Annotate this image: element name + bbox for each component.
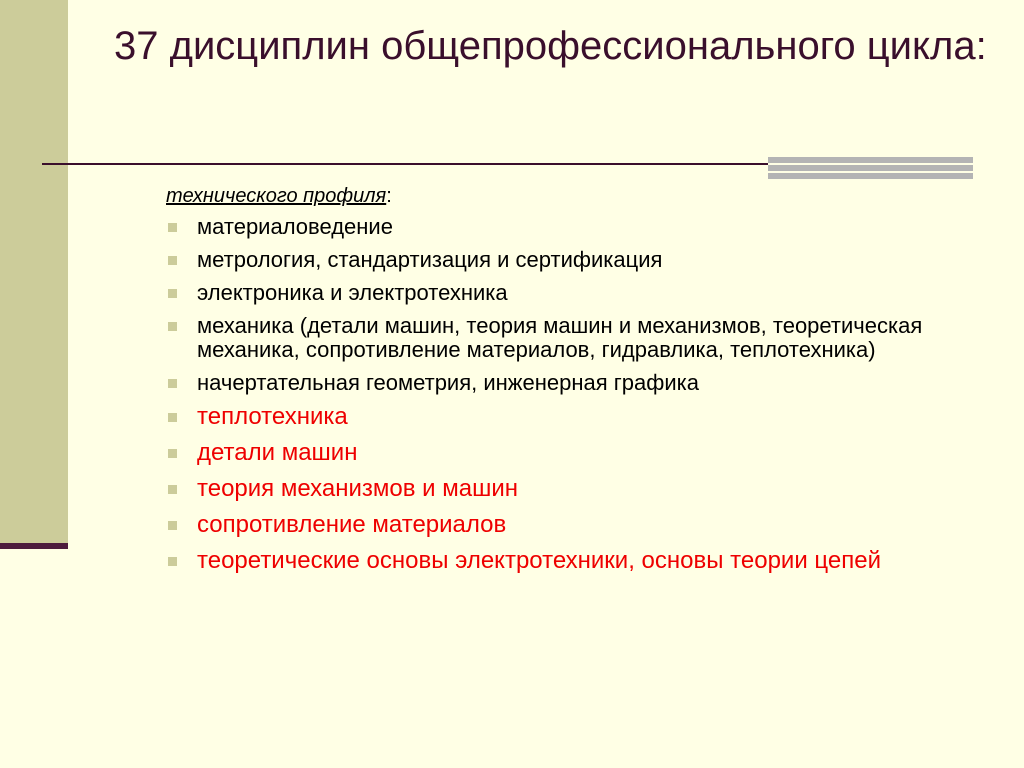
highlighted-list-item [166,440,966,465]
square-bullet-icon [168,413,177,422]
list-item-text: материаловедение [197,214,393,239]
square-bullet-icon [168,521,177,530]
title-divider-accent [768,157,973,179]
square-bullet-icon [168,485,177,494]
list-item [166,215,966,239]
slide-content [166,183,966,584]
list-item-text: начертательная геометрия, инженерная графика [197,370,700,395]
square-bullet-icon [168,223,177,232]
square-bullet-icon [168,256,177,265]
square-bullet-icon [168,322,177,331]
highlighted-list-item [166,512,966,537]
highlighted-list-item [166,476,966,501]
list-item-text: метрология, стандартизация и сертификация [197,247,663,272]
subtitle-text: технического профиля [166,185,387,207]
list-item [166,314,966,362]
list-item-text: теплотехника [197,403,348,430]
list-item [166,281,966,305]
slide-title: 37 дисциплин общепрофессионального цикла: [114,24,987,68]
discipline-list [166,215,966,573]
highlighted-list-item [166,404,966,429]
square-bullet-icon [168,449,177,458]
list-item-text: теория механизмов и машин [197,475,518,502]
left-decorative-bar [0,0,68,543]
highlighted-list-item [166,548,966,573]
list-item [166,248,966,272]
square-bullet-icon [168,557,177,566]
subtitle [166,183,966,209]
list-item-text: механика (детали машин, теория машин и механизмов, теоретическая механика, сопротивление материалов, гидравлика, теплотехника) [197,313,923,362]
square-bullet-icon [168,289,177,298]
list-item [166,371,966,395]
subtitle-colon: : [386,185,392,207]
list-item-text: сопротивление материалов [197,511,507,538]
list-item-text: детали машин [197,439,358,466]
list-item-text: теоретические основы электротехники, основы теории цепей [197,547,881,574]
square-bullet-icon [168,379,177,388]
left-bar-underline [0,543,68,549]
list-item-text: электроника и электротехника [197,280,508,305]
